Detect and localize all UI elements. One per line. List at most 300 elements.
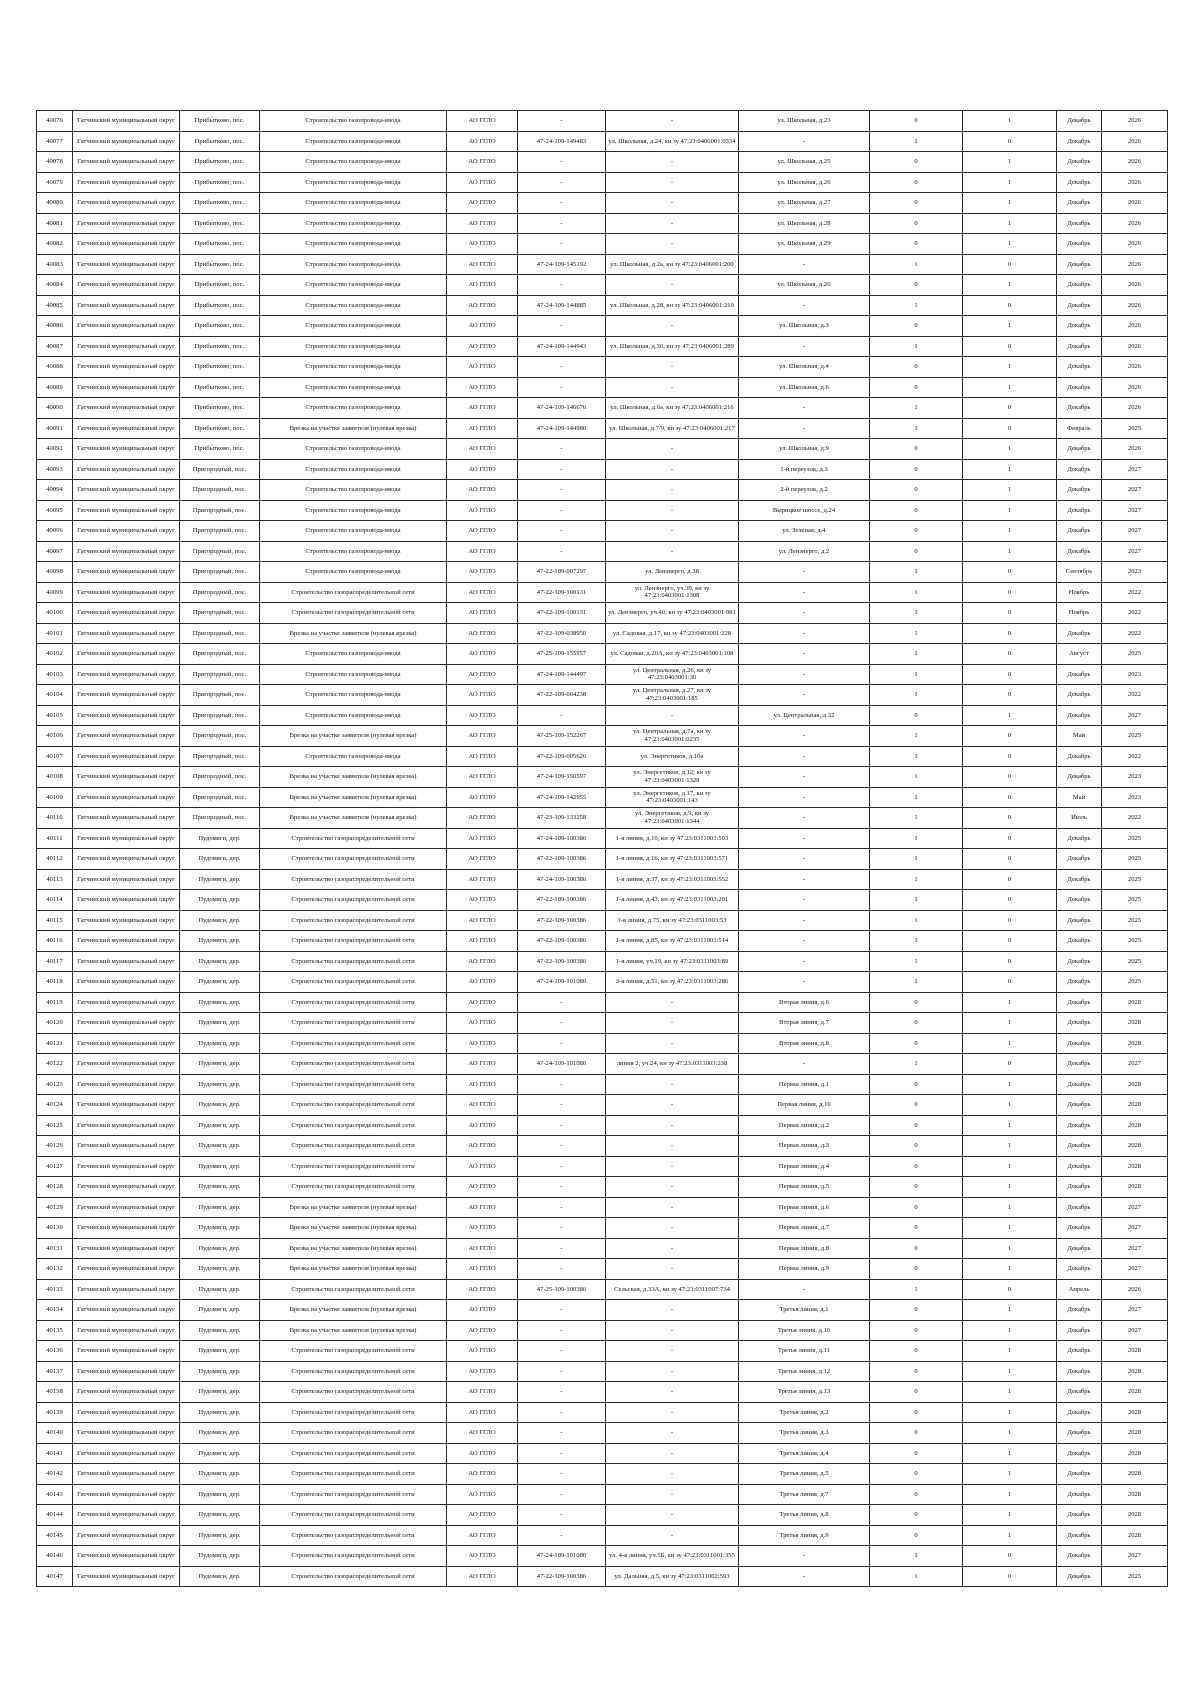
cell-work-type: Врезка на участке заявителя (нулевая врезка) (260, 1300, 447, 1321)
cell-settlement: Пригородный, пос. (180, 767, 260, 788)
cell-municipality: Гатчинский муниципальный округ (73, 377, 180, 398)
cell-request-number: 47-22-109-005626 (518, 746, 606, 767)
cell-month: Декабрь (1057, 1197, 1102, 1218)
cell-work-type: Врезка на участке заявителя (нулевая врезка) (260, 767, 447, 788)
cell-year: 2026 (1102, 131, 1168, 152)
cell-month: Декабрь (1057, 213, 1102, 234)
cell-municipality: Гатчинский муниципальный округ (73, 603, 180, 624)
cell-request-number: 47-22-109-100386 (518, 890, 606, 911)
cell-count-contracted: 0 (870, 1320, 963, 1341)
cell-count-planned: 0 (963, 295, 1057, 316)
cell-organization: АО ГГЛО (447, 1402, 518, 1423)
cell-month: Декабрь (1057, 1402, 1102, 1423)
cell-object-address: - (606, 480, 739, 501)
cell-request-number: - (518, 459, 606, 480)
cell-count-contracted: 1 (870, 808, 963, 829)
cell-organization: АО ГГЛО (447, 541, 518, 562)
cell-year: 2026 (1102, 254, 1168, 275)
cell-work-type: Строительство газопровода-ввода (260, 336, 447, 357)
cell-number: 40092 (37, 439, 73, 460)
cell-work-type: Строительство газораспределительной сети (260, 1341, 447, 1362)
table-row (37, 644, 1168, 665)
cell-request-number: - (518, 152, 606, 173)
table-row (37, 1443, 1168, 1464)
cell-count-contracted: 0 (870, 377, 963, 398)
cell-count-contracted: 0 (870, 1505, 963, 1526)
cell-object-address: ул. Школьная, д.6а, кн зу 47:23:0406001:216 (606, 398, 739, 419)
cell-municipality: Гатчинский муниципальный округ (73, 1218, 180, 1239)
cell-object-address: - (606, 1115, 739, 1136)
cell-count-planned: 1 (963, 992, 1057, 1013)
cell-request-number: - (518, 1197, 606, 1218)
cell-organization: АО ГГЛО (447, 1074, 518, 1095)
cell-work-type: Строительство газораспределительной сети (260, 1382, 447, 1403)
cell-count-contracted: 1 (870, 295, 963, 316)
cell-object-address: - (606, 193, 739, 214)
cell-object-address: - (606, 1074, 739, 1095)
cell-object-address: - (606, 521, 739, 542)
table-row (37, 992, 1168, 1013)
cell-work-type: Строительство газораспределительной сети (260, 1279, 447, 1300)
cell-municipality: Гатчинский муниципальный округ (73, 500, 180, 521)
cell-municipality: Гатчинский муниципальный округ (73, 541, 180, 562)
table-row (37, 111, 1168, 132)
cell-count-planned: 1 (963, 275, 1057, 296)
cell-count-contracted: 1 (870, 336, 963, 357)
cell-object-address: - (606, 541, 739, 562)
cell-month: Декабрь (1057, 234, 1102, 255)
cell-year: 2023 (1102, 767, 1168, 788)
table-row (37, 787, 1168, 808)
cell-object-address: ул. Энергетиков, д.12, кн зу 47:23:0403001:1328 (606, 767, 739, 788)
cell-request-number: 47-25-109-155957 (518, 644, 606, 665)
cell-planned-address: ул. Школьная, д.29 (739, 234, 870, 255)
cell-year: 2027 (1102, 541, 1168, 562)
cell-count-planned: 0 (963, 582, 1057, 603)
cell-month: Декабрь (1057, 1361, 1102, 1382)
cell-number: 40079 (37, 172, 73, 193)
cell-count-planned: 1 (963, 152, 1057, 173)
table-row (37, 1464, 1168, 1485)
cell-planned-address: ул. Школьная, д.25 (739, 152, 870, 173)
cell-work-type: Строительство газопровода-ввода (260, 131, 447, 152)
cell-settlement: Пригородный, пос. (180, 623, 260, 644)
cell-year: 2022 (1102, 685, 1168, 706)
table-row (37, 1259, 1168, 1280)
cell-request-number: - (518, 1259, 606, 1280)
cell-object-address: ул. Школьная, д.30, кн зу 47:23:0406001:289 (606, 336, 739, 357)
cell-work-type: Строительство газопровода-ввода (260, 172, 447, 193)
cell-count-contracted: 0 (870, 1484, 963, 1505)
cell-organization: АО ГГЛО (447, 664, 518, 685)
cell-month: Июль (1057, 808, 1102, 829)
cell-request-number: 47-24-109-100386 (518, 869, 606, 890)
cell-count-planned: 0 (963, 869, 1057, 890)
cell-work-type: Строительство газораспределительной сети (260, 1156, 447, 1177)
cell-count-contracted: 1 (870, 910, 963, 931)
cell-number: 40096 (37, 521, 73, 542)
cell-count-planned: 1 (963, 1402, 1057, 1423)
table-row (37, 1484, 1168, 1505)
cell-municipality: Гатчинский муниципальный округ (73, 890, 180, 911)
cell-municipality: Гатчинский муниципальный округ (73, 828, 180, 849)
cell-month: Декабрь (1057, 1341, 1102, 1362)
cell-settlement: Пудомяги, дер. (180, 1341, 260, 1362)
cell-municipality: Гатчинский муниципальный округ (73, 1238, 180, 1259)
table-row (37, 1525, 1168, 1546)
cell-municipality: Гатчинский муниципальный округ (73, 808, 180, 829)
cell-settlement: Пудомяги, дер. (180, 1423, 260, 1444)
cell-number: 40138 (37, 1382, 73, 1403)
table-row (37, 336, 1168, 357)
cell-organization: АО ГГЛО (447, 1033, 518, 1054)
cell-request-number: - (518, 500, 606, 521)
cell-month: Декабрь (1057, 849, 1102, 870)
cell-count-contracted: 1 (870, 726, 963, 747)
cell-number: 40125 (37, 1115, 73, 1136)
cell-organization: АО ГГЛО (447, 1464, 518, 1485)
cell-count-planned: 1 (963, 172, 1057, 193)
cell-year: 2027 (1102, 705, 1168, 726)
table-row (37, 1177, 1168, 1198)
cell-request-number: 47-25-109-100386 (518, 1279, 606, 1300)
cell-month: Декабрь (1057, 152, 1102, 173)
cell-number: 40097 (37, 541, 73, 562)
cell-organization: АО ГГЛО (447, 562, 518, 583)
cell-work-type: Строительство газопровода-ввода (260, 111, 447, 132)
cell-planned-address: - (739, 562, 870, 583)
cell-planned-address: - (739, 767, 870, 788)
cell-organization: АО ГГЛО (447, 193, 518, 214)
cell-municipality: Гатчинский муниципальный округ (73, 910, 180, 931)
cell-year: 2026 (1102, 152, 1168, 173)
cell-month: Декабрь (1057, 705, 1102, 726)
cell-month: Апрель (1057, 1279, 1102, 1300)
cell-settlement: Пудомяги, дер. (180, 1238, 260, 1259)
cell-municipality: Гатчинский муниципальный округ (73, 1074, 180, 1095)
cell-work-type: Строительство газопровода-ввода (260, 459, 447, 480)
cell-year: 2026 (1102, 172, 1168, 193)
cell-number: 40076 (37, 111, 73, 132)
cell-number: 40106 (37, 726, 73, 747)
cell-organization: АО ГГЛО (447, 1484, 518, 1505)
cell-settlement: Прибытково, пос. (180, 275, 260, 296)
cell-number: 40077 (37, 131, 73, 152)
cell-organization: АО ГГЛО (447, 459, 518, 480)
cell-request-number: 47-24-109-144980 (518, 418, 606, 439)
cell-object-address: ул. Школьная, д.24, кн зу 47:23:0406001:0334 (606, 131, 739, 152)
cell-work-type: Строительство газопровода-ввода (260, 480, 447, 501)
cell-planned-address: - (739, 869, 870, 890)
cell-number: 40147 (37, 1566, 73, 1587)
cell-object-address: - (606, 705, 739, 726)
cell-year: 2028 (1102, 1484, 1168, 1505)
cell-planned-address: - (739, 336, 870, 357)
cell-year: 2026 (1102, 336, 1168, 357)
cell-municipality: Гатчинский муниципальный округ (73, 111, 180, 132)
cell-planned-address: - (739, 1566, 870, 1587)
table-row (37, 418, 1168, 439)
cell-request-number: - (518, 439, 606, 460)
cell-count-contracted: 1 (870, 931, 963, 952)
table-row (37, 705, 1168, 726)
cell-municipality: Гатчинский муниципальный округ (73, 398, 180, 419)
cell-settlement: Прибытково, пос. (180, 418, 260, 439)
cell-planned-address: Третья линия, д.4 (739, 1443, 870, 1464)
cell-number: 40135 (37, 1320, 73, 1341)
cell-settlement: Пригородный, пос. (180, 685, 260, 706)
cell-settlement: Пудомяги, дер. (180, 1525, 260, 1546)
cell-count-contracted: 1 (870, 746, 963, 767)
table-row (37, 1279, 1168, 1300)
cell-planned-address: - (739, 849, 870, 870)
cell-settlement: Пригородный, пос. (180, 726, 260, 747)
cell-settlement: Пудомяги, дер. (180, 1402, 260, 1423)
cell-planned-address: ул. Школьная, д.26 (739, 275, 870, 296)
cell-municipality: Гатчинский муниципальный округ (73, 275, 180, 296)
cell-municipality: Гатчинский муниципальный округ (73, 1505, 180, 1526)
table-row (37, 357, 1168, 378)
cell-work-type: Строительство газораспределительной сети (260, 1115, 447, 1136)
cell-settlement: Пудомяги, дер. (180, 1054, 260, 1075)
cell-year: 2028 (1102, 1156, 1168, 1177)
cell-month: Май (1057, 726, 1102, 747)
cell-request-number: - (518, 1341, 606, 1362)
cell-count-planned: 1 (963, 541, 1057, 562)
cell-count-planned: 1 (963, 377, 1057, 398)
cell-number: 40116 (37, 931, 73, 952)
cell-number: 40134 (37, 1300, 73, 1321)
cell-count-contracted: 0 (870, 1525, 963, 1546)
cell-count-contracted: 0 (870, 1115, 963, 1136)
cell-municipality: Гатчинский муниципальный округ (73, 131, 180, 152)
cell-number: 40110 (37, 808, 73, 829)
cell-count-planned: 0 (963, 603, 1057, 624)
cell-year: 2026 (1102, 439, 1168, 460)
cell-count-contracted: 0 (870, 1382, 963, 1403)
cell-count-planned: 1 (963, 500, 1057, 521)
cell-number: 40132 (37, 1259, 73, 1280)
cell-count-contracted: 1 (870, 418, 963, 439)
cell-month: Декабрь (1057, 254, 1102, 275)
cell-count-planned: 1 (963, 1238, 1057, 1259)
cell-municipality: Гатчинский муниципальный округ (73, 1341, 180, 1362)
table-row (37, 1361, 1168, 1382)
table-row (37, 726, 1168, 747)
cell-municipality: Гатчинский муниципальный округ (73, 685, 180, 706)
cell-year: 2025 (1102, 1566, 1168, 1587)
cell-request-number: 47-22-109-007297 (518, 562, 606, 583)
cell-count-planned: 0 (963, 131, 1057, 152)
cell-request-number: 47-22-109-100386 (518, 931, 606, 952)
cell-count-contracted: 0 (870, 1218, 963, 1239)
cell-municipality: Гатчинский муниципальный округ (73, 951, 180, 972)
cell-organization: АО ГГЛО (447, 951, 518, 972)
cell-organization: АО ГГЛО (447, 685, 518, 706)
table-row (37, 480, 1168, 501)
cell-year: 2026 (1102, 316, 1168, 337)
cell-planned-address: - (739, 603, 870, 624)
cell-municipality: Гатчинский муниципальный округ (73, 1177, 180, 1198)
cell-number: 40087 (37, 336, 73, 357)
cell-request-number: - (518, 1156, 606, 1177)
cell-object-address: - (606, 1259, 739, 1280)
cell-year: 2026 (1102, 275, 1168, 296)
cell-organization: АО ГГЛО (447, 910, 518, 931)
cell-planned-address: Третья линия, д.5 (739, 1464, 870, 1485)
cell-organization: АО ГГЛО (447, 767, 518, 788)
cell-count-contracted: 0 (870, 172, 963, 193)
cell-number: 40130 (37, 1218, 73, 1239)
table-row (37, 767, 1168, 788)
cell-organization: АО ГГЛО (447, 111, 518, 132)
cell-year: 2025 (1102, 828, 1168, 849)
table-row (37, 1136, 1168, 1157)
cell-object-address: - (606, 1464, 739, 1485)
cell-municipality: Гатчинский муниципальный округ (73, 1033, 180, 1054)
cell-year: 2028 (1102, 1525, 1168, 1546)
cell-object-address: 1-я линия, д.43, кн зу 47:23:0311003:201 (606, 890, 739, 911)
cell-year: 2022 (1102, 623, 1168, 644)
cell-object-address: - (606, 152, 739, 173)
cell-organization: АО ГГЛО (447, 357, 518, 378)
cell-number: 40080 (37, 193, 73, 214)
cell-work-type: Строительство газораспределительной сети (260, 931, 447, 952)
cell-municipality: Гатчинский муниципальный округ (73, 582, 180, 603)
cell-planned-address: - (739, 931, 870, 952)
cell-settlement: Пригородный, пос. (180, 562, 260, 583)
cell-number: 40139 (37, 1402, 73, 1423)
cell-organization: АО ГГЛО (447, 152, 518, 173)
cell-count-planned: 0 (963, 398, 1057, 419)
cell-number: 40140 (37, 1423, 73, 1444)
cell-request-number: 47-22-109-100131 (518, 582, 606, 603)
cell-year: 2027 (1102, 459, 1168, 480)
cell-month: Декабрь (1057, 1382, 1102, 1403)
cell-object-address: - (606, 234, 739, 255)
cell-work-type: Строительство газораспределительной сети (260, 828, 447, 849)
cell-year: 2028 (1102, 1341, 1168, 1362)
cell-count-contracted: 0 (870, 1300, 963, 1321)
cell-count-planned: 0 (963, 890, 1057, 911)
cell-year: 2022 (1102, 808, 1168, 829)
cell-work-type: Врезка на участке заявителя (нулевая врезка) (260, 1238, 447, 1259)
cell-object-address: - (606, 357, 739, 378)
cell-request-number: - (518, 193, 606, 214)
table-row (37, 1423, 1168, 1444)
cell-number: 40101 (37, 623, 73, 644)
cell-number: 40121 (37, 1033, 73, 1054)
table-row (37, 1115, 1168, 1136)
cell-year: 2027 (1102, 1218, 1168, 1239)
cell-municipality: Гатчинский муниципальный округ (73, 152, 180, 173)
cell-year: 2026 (1102, 234, 1168, 255)
cell-year: 2028 (1102, 992, 1168, 1013)
cell-count-planned: 0 (963, 1566, 1057, 1587)
cell-object-address: - (606, 1013, 739, 1034)
cell-work-type: Строительство газораспределительной сети (260, 1054, 447, 1075)
cell-settlement: Пудомяги, дер. (180, 828, 260, 849)
cell-count-planned: 0 (963, 562, 1057, 583)
cell-month: Декабрь (1057, 623, 1102, 644)
cell-work-type: Строительство газораспределительной сети (260, 1464, 447, 1485)
cell-month: Декабрь (1057, 1566, 1102, 1587)
cell-settlement: Пудомяги, дер. (180, 1074, 260, 1095)
cell-year: 2027 (1102, 1197, 1168, 1218)
cell-work-type: Строительство газораспределительной сети (260, 1423, 447, 1444)
cell-organization: АО ГГЛО (447, 1382, 518, 1403)
cell-planned-address: Первая линия, д.1 (739, 1074, 870, 1095)
cell-month: Декабрь (1057, 1054, 1102, 1075)
cell-municipality: Гатчинский муниципальный округ (73, 705, 180, 726)
cell-municipality: Гатчинский муниципальный округ (73, 1115, 180, 1136)
cell-municipality: Гатчинский муниципальный округ (73, 480, 180, 501)
cell-request-number: 47-24-109-145192 (518, 254, 606, 275)
cell-organization: АО ГГЛО (447, 1361, 518, 1382)
cell-organization: АО ГГЛО (447, 705, 518, 726)
cell-number: 40098 (37, 562, 73, 583)
cell-organization: АО ГГЛО (447, 1259, 518, 1280)
cell-year: 2028 (1102, 1423, 1168, 1444)
cell-organization: АО ГГЛО (447, 787, 518, 808)
cell-object-address: - (606, 1505, 739, 1526)
cell-settlement: Пригородный, пос. (180, 480, 260, 501)
cell-request-number: - (518, 1095, 606, 1116)
cell-month: Декабрь (1057, 1320, 1102, 1341)
cell-count-planned: 1 (963, 1156, 1057, 1177)
cell-municipality: Гатчинский муниципальный округ (73, 418, 180, 439)
cell-organization: АО ГГЛО (447, 746, 518, 767)
cell-count-contracted: 1 (870, 1546, 963, 1567)
cell-number: 40102 (37, 644, 73, 665)
cell-year: 2023 (1102, 787, 1168, 808)
cell-month: Декабрь (1057, 316, 1102, 337)
cell-year: 2022 (1102, 603, 1168, 624)
cell-planned-address: Первая линия, д.4 (739, 1156, 870, 1177)
cell-year: 2028 (1102, 1074, 1168, 1095)
cell-number: 40107 (37, 746, 73, 767)
cell-request-number: - (518, 1238, 606, 1259)
cell-municipality: Гатчинский муниципальный округ (73, 193, 180, 214)
cell-object-address: ул. 4-я линия, уч.5Б, кн зу 47:23:0311001:355 (606, 1546, 739, 1567)
cell-year: 2028 (1102, 1115, 1168, 1136)
cell-planned-address: Третья линия, д.9 (739, 1525, 870, 1546)
cell-number: 40123 (37, 1074, 73, 1095)
cell-request-number: - (518, 1033, 606, 1054)
cell-object-address: - (606, 439, 739, 460)
cell-organization: АО ГГЛО (447, 1546, 518, 1567)
cell-month: Декабрь (1057, 111, 1102, 132)
cell-year: 2028 (1102, 1177, 1168, 1198)
cell-month: Декабрь (1057, 1095, 1102, 1116)
cell-work-type: Строительство газопровода-ввода (260, 234, 447, 255)
cell-planned-address: - (739, 1279, 870, 1300)
cell-organization: АО ГГЛО (447, 418, 518, 439)
cell-municipality: Гатчинский муниципальный округ (73, 644, 180, 665)
cell-planned-address: Вторая линия, д.7 (739, 1013, 870, 1034)
cell-count-contracted: 1 (870, 582, 963, 603)
cell-municipality: Гатчинский муниципальный округ (73, 787, 180, 808)
cell-year: 2025 (1102, 418, 1168, 439)
cell-work-type: Строительство газопровода-ввода (260, 521, 447, 542)
cell-settlement: Прибытково, пос. (180, 152, 260, 173)
cell-work-type: Строительство газораспределительной сети (260, 972, 447, 993)
cell-settlement: Пригородный, пос. (180, 500, 260, 521)
cell-number: 40124 (37, 1095, 73, 1116)
table-row (37, 910, 1168, 931)
cell-work-type: Врезка на участке заявителя (нулевая врезка) (260, 1197, 447, 1218)
cell-year: 2027 (1102, 1320, 1168, 1341)
